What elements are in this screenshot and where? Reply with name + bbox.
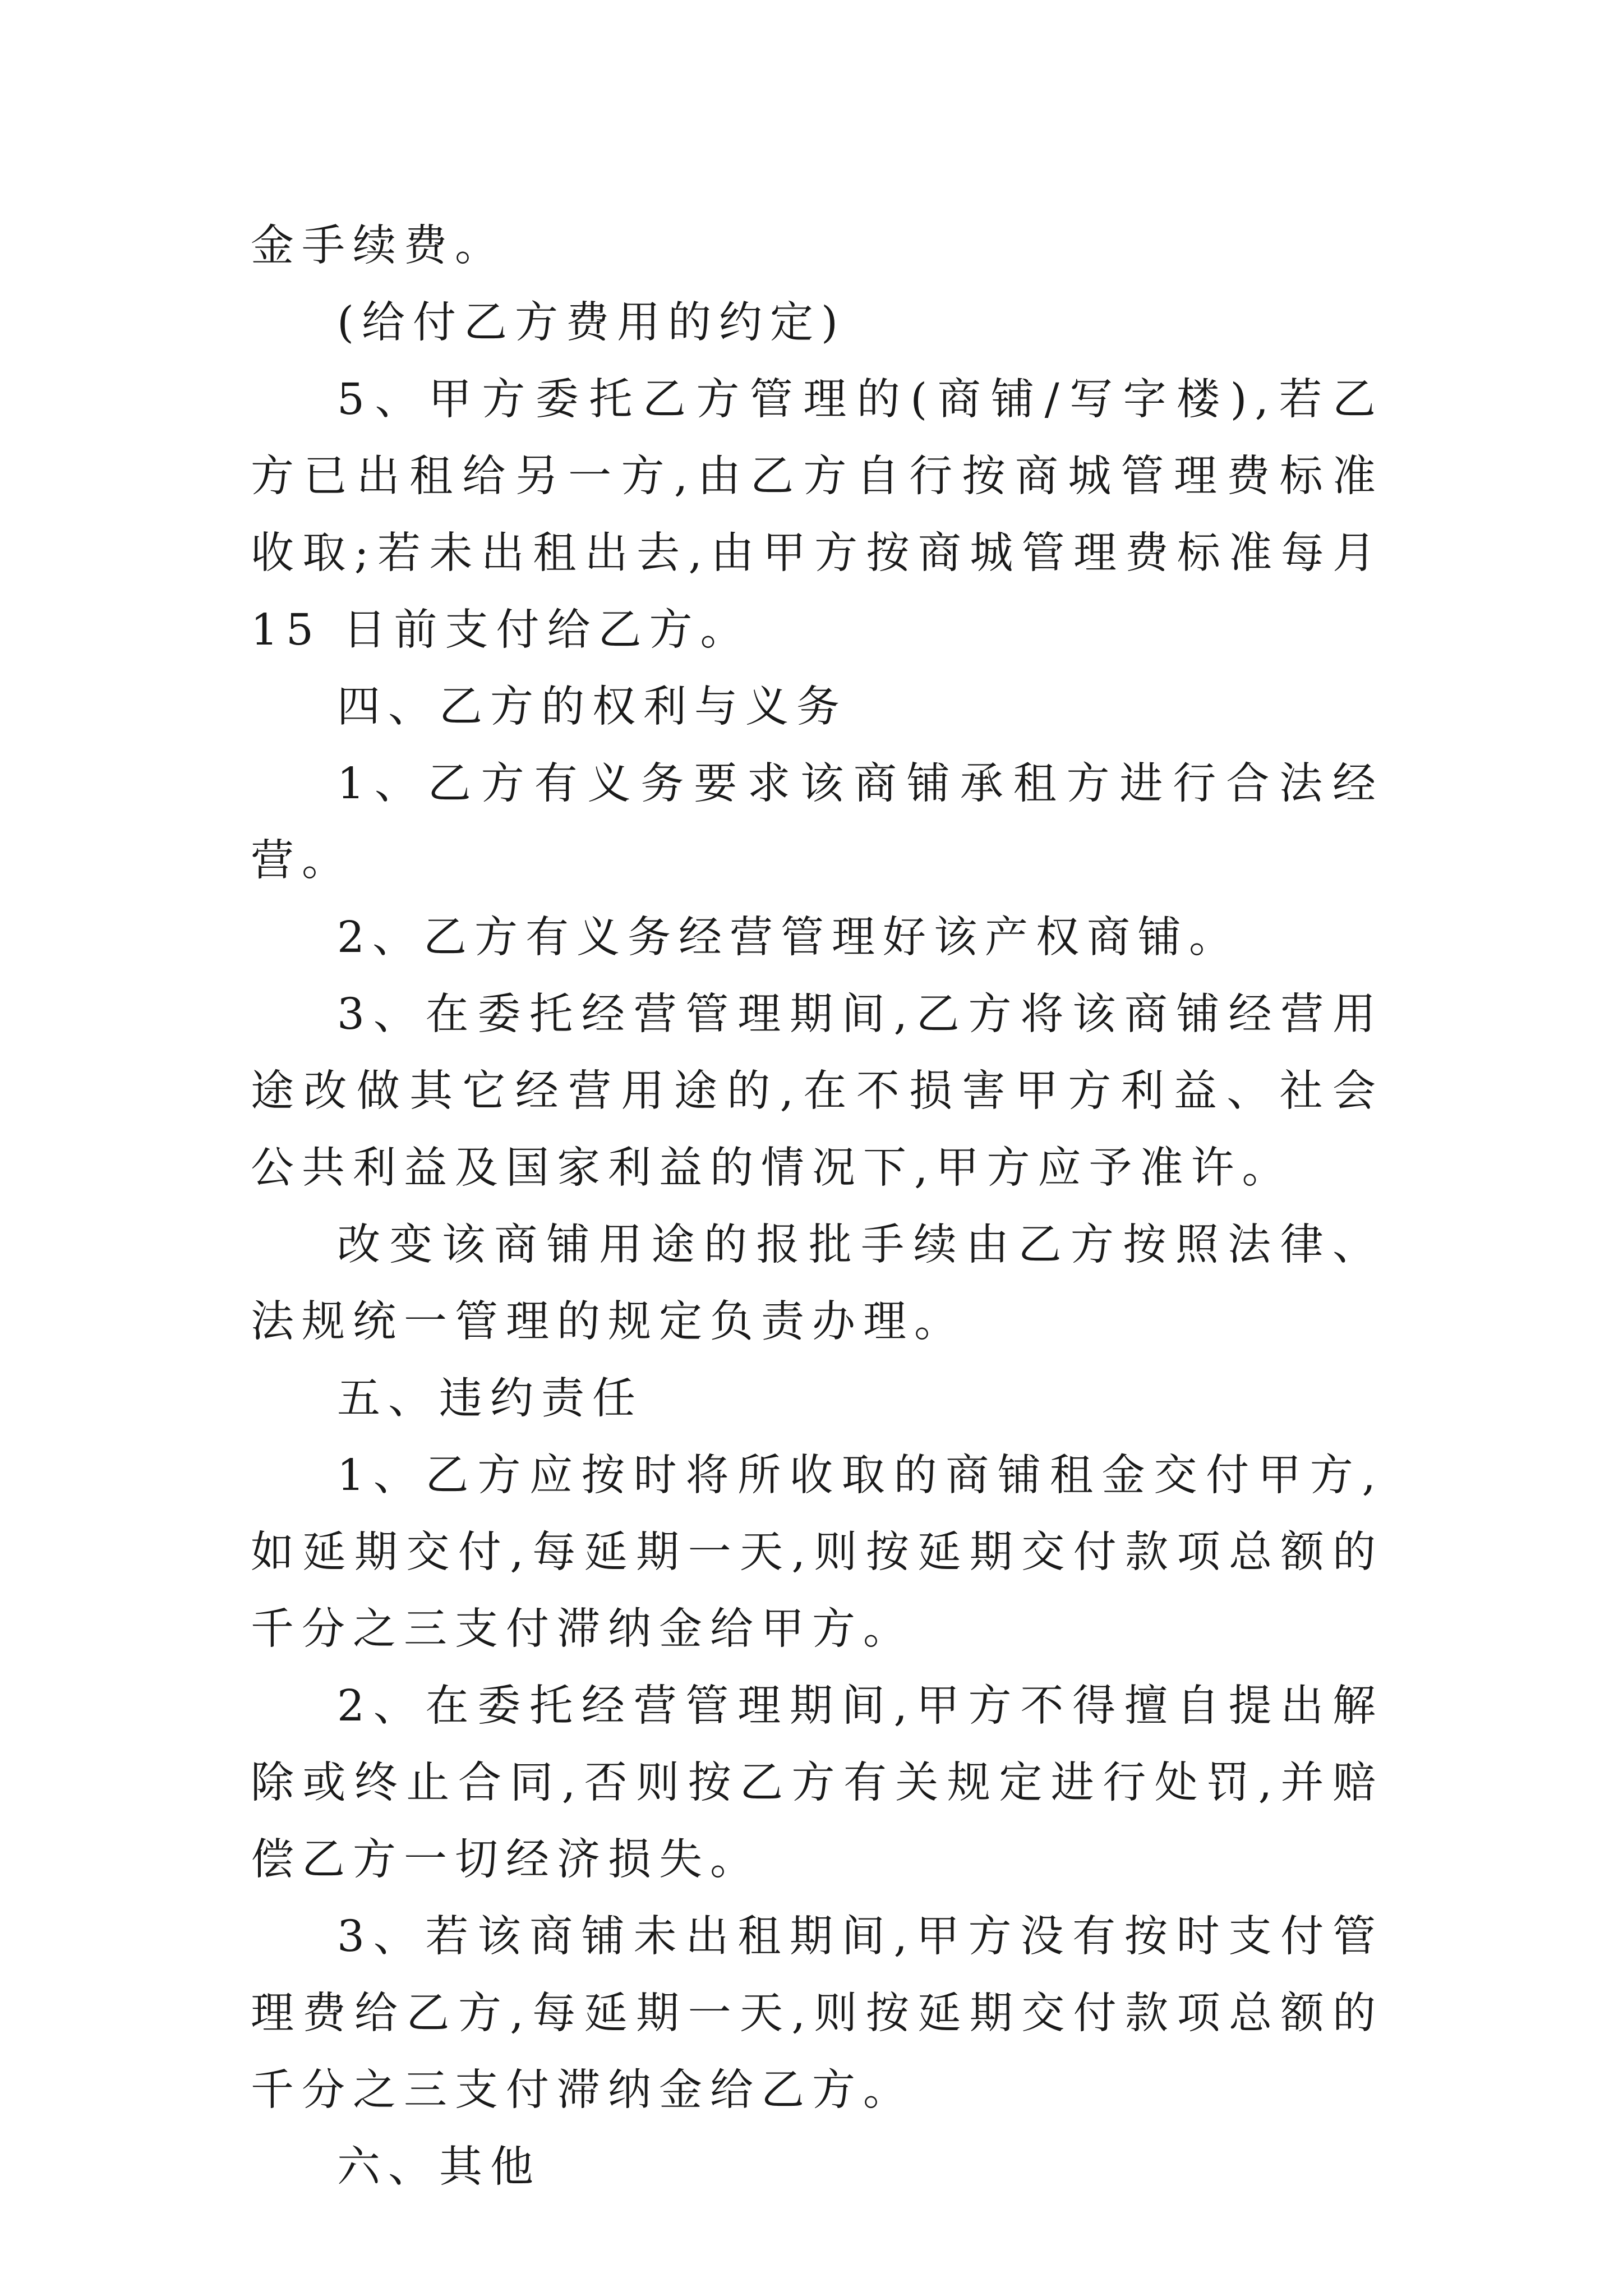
paragraph-clause-4-1: 1、乙方有义务要求该商铺承租方进行合法经营。 — [251, 759, 1384, 886]
paragraph-usage-change: 改变该商铺用途的报批手续由乙方按照法律、法规统一管理的规定负责办理。 — [251, 1220, 1384, 1347]
section-heading-4: 四、乙方的权利与义务 — [337, 682, 847, 732]
paragraph-continuation: 金手续费。 — [251, 221, 506, 271]
paragraph-clause-5-1: 1、乙方应按时将所收取的商铺租金交付甲方,如延期交付,每延期一天,则按延期交付款项总额的千分之三支付滞纳金给甲方。 — [251, 1451, 1384, 1654]
paragraph-clause-5-3: 3、若该商铺未出租期间,甲方没有按时支付管理费给乙方,每延期一天,则按延期交付款项总额的千分之三支付滞纳金给乙方。 — [251, 1912, 1384, 2115]
paragraph-clause-4-2: 2、乙方有义务经营管理好该产权商铺。 — [337, 913, 1240, 963]
paragraph-clause-5-2: 2、在委托经营管理期间,甲方不得擅自提出解除或终止合同,否则按乙方有关规定进行处罚,并赔偿乙方一切经济损失。 — [251, 1681, 1384, 1885]
document-page — [251, 208, 1384, 2206]
section-heading-6: 六、其他 — [337, 2142, 541, 2192]
paragraph-clause-4-3: 3、在委托经营管理期间,乙方将该商铺经营用途改做其它经营用途的,在不损害甲方利益、社会公共利益及国家利益的情况下,甲方应予准许。 — [251, 990, 1384, 1193]
paragraph-fee-note: (给付乙方费用的约定) — [337, 298, 846, 348]
paragraph-clause-5: 5、甲方委托乙方管理的(商铺/写字楼),若乙方已出租给另一方,由乙方自行按商城管理费标准收取;若未出租出去,由甲方按商城管理费标准每月 15 日前支付给乙方。 — [251, 375, 1384, 655]
section-heading-5: 五、违约责任 — [337, 1374, 643, 1424]
